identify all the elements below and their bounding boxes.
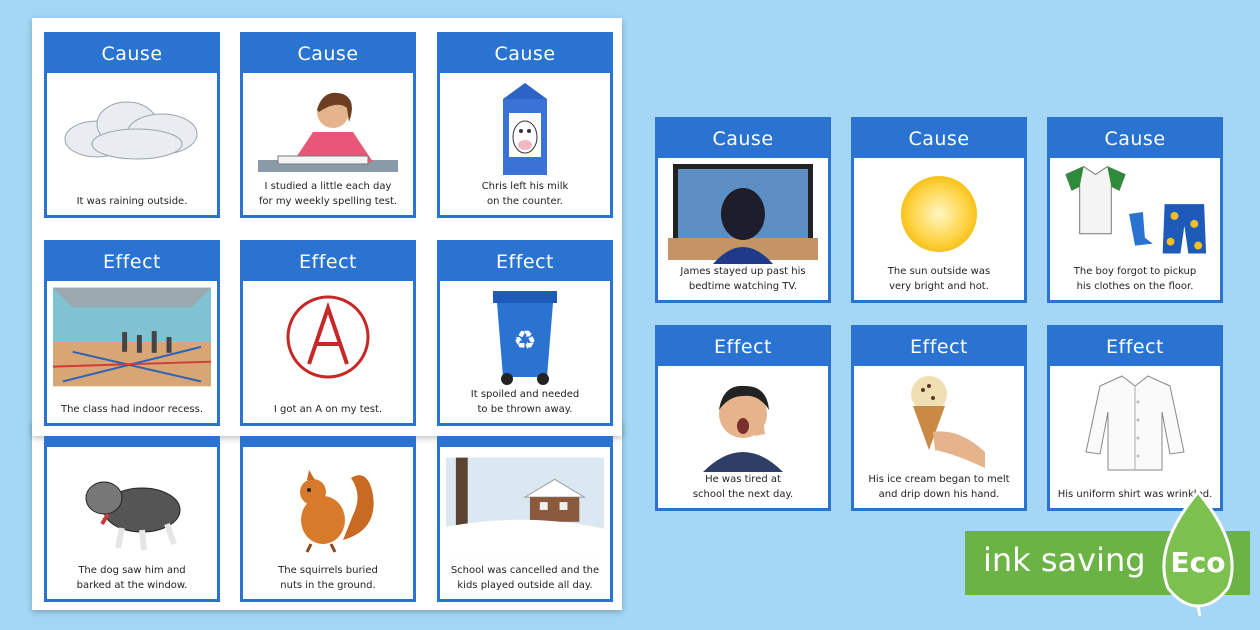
recycle-bin-icon <box>446 287 604 387</box>
card-cause-milk <box>437 32 613 218</box>
clothes-icon <box>1056 164 1214 264</box>
card-caption: It spoiled and needed to be thrown away. <box>470 389 580 415</box>
card-caption: His ice cream began to melt and drip down his hand. <box>868 474 1010 500</box>
card-title: Cause <box>243 35 413 73</box>
card-caption: I studied a little each day for my weekly spelling test. <box>258 181 398 207</box>
card-title: Effect <box>243 243 413 281</box>
card-caption: It was raining outside. <box>76 196 188 207</box>
squirrel-icon <box>249 457 407 557</box>
card-effect-shirt <box>1047 325 1223 511</box>
card-caption: The dog saw him and barked at the window. <box>76 565 188 591</box>
card-title: Effect <box>47 243 217 281</box>
card-title: Cause <box>440 35 610 73</box>
card-cause-tv <box>655 117 831 303</box>
card-effect-dog <box>44 436 220 602</box>
eco-badge-text: Eco <box>1170 546 1226 579</box>
card-effect-gym <box>44 240 220 426</box>
card-caption: The sun outside was very bright and hot. <box>887 266 991 292</box>
card-title: Cause <box>1050 120 1220 158</box>
card-title-faded <box>243 439 413 447</box>
card-effect-tired <box>655 325 831 511</box>
card-effect-grade <box>240 240 416 426</box>
card-title-faded <box>440 439 610 447</box>
milk-carton-icon <box>446 79 604 179</box>
card-effect-squirrel <box>240 436 416 602</box>
svg-text:♻: ♻ <box>513 326 537 356</box>
card-title: Cause <box>47 35 217 73</box>
card-effect-bin <box>437 240 613 426</box>
card-caption: James stayed up past his bedtime watching TV. <box>680 266 806 292</box>
card-effect-icecream <box>851 325 1027 511</box>
card-title: Effect <box>1050 328 1220 366</box>
dog-icon <box>53 457 211 557</box>
card-title: Effect <box>854 328 1024 366</box>
eco-banner-text: ink saving <box>983 541 1146 579</box>
card-title: Cause <box>658 120 828 158</box>
card-cause-study <box>240 32 416 218</box>
boy-watching-tv-icon <box>664 164 822 264</box>
grade-a-icon <box>249 287 407 387</box>
girl-studying-icon <box>249 79 407 179</box>
card-cause-clothes <box>1047 117 1223 303</box>
card-caption: The class had indoor recess. <box>60 404 204 415</box>
card-caption: Chris left his milk on the counter. <box>481 181 569 207</box>
card-cause-cloud <box>44 32 220 218</box>
shirt-icon <box>1056 372 1214 472</box>
card-caption: School was cancelled and the kids played outside all day. <box>450 565 600 591</box>
snowy-house-icon <box>446 457 604 557</box>
card-caption: The boy forgot to pickup his clothes on the floor. <box>1073 266 1197 292</box>
card-title: Cause <box>854 120 1024 158</box>
ice-cream-icon <box>860 372 1018 472</box>
card-title: Effect <box>658 328 828 366</box>
card-effect-snow <box>437 436 613 602</box>
card-title-faded <box>47 439 217 447</box>
card-caption: He was tired at school the next day. <box>692 474 794 500</box>
yawning-boy-icon <box>664 372 822 472</box>
card-title: Effect <box>440 243 610 281</box>
card-caption: The squirrels buried nuts in the ground. <box>278 565 378 591</box>
card-cause-sun <box>851 117 1027 303</box>
cloud-icon <box>53 79 211 179</box>
card-caption: I got an A on my test. <box>273 404 383 415</box>
leaf-icon <box>1148 488 1248 618</box>
gym-hall-icon <box>53 287 211 387</box>
sun-icon <box>860 164 1018 264</box>
card-caption: His uniform shirt was wrinkled. <box>1057 489 1213 500</box>
